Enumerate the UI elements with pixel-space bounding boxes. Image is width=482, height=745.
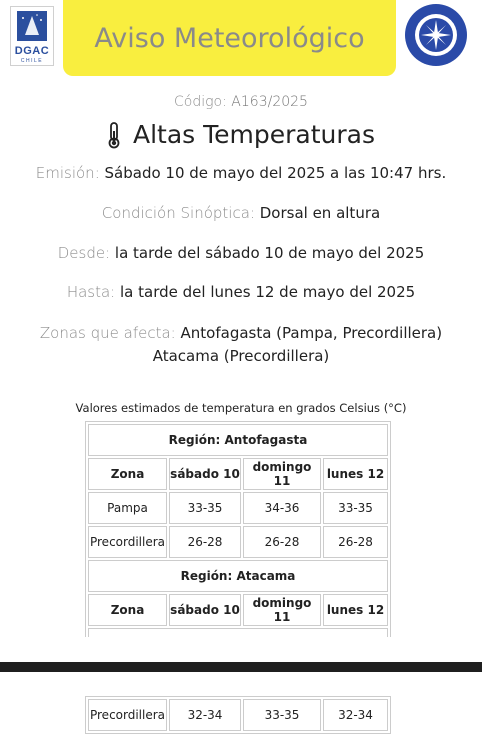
col-header-day2: domingo 11 — [243, 458, 321, 490]
dgac-logo — [10, 6, 54, 66]
from-line — [0, 244, 482, 262]
table-row — [88, 492, 388, 524]
from-value: la tarde del sábado 10 de mayo del 2025 — [114, 244, 425, 262]
temp-cell: 32-34 — [169, 699, 241, 731]
temp-cell: 32-34 — [323, 699, 388, 731]
emission-label: Emisión: — [35, 164, 100, 182]
col-header-zona: Zona — [88, 594, 167, 626]
col-header-day2: domingo 11 — [243, 594, 321, 626]
code-label: Código: — [174, 94, 227, 110]
until-line — [0, 283, 482, 301]
temperature-table — [85, 421, 391, 637]
title-banner — [63, 0, 396, 76]
table-spacer — [88, 628, 388, 637]
dgac-logo-sub: CHILE — [20, 58, 44, 64]
col-header-day3: lunes 12 — [323, 594, 388, 626]
temperature-table-viewport — [85, 421, 391, 637]
dgac-logo-text: DGAC — [14, 45, 50, 57]
temperature-table-continued — [85, 696, 391, 734]
zone-cell: Precordillera — [88, 526, 167, 558]
notice-code — [0, 94, 482, 110]
until-label: Hasta: — [66, 283, 116, 301]
zones-label: Zonas que afecta: — [39, 324, 176, 342]
page-divider — [0, 662, 482, 672]
from-label: Desde: — [57, 244, 111, 262]
table-caption: Valores estimados de temperatura en grados Celsius (°C) — [75, 401, 407, 415]
zones-line — [0, 322, 482, 368]
temp-cell: 34-36 — [243, 492, 321, 524]
synoptic-value: Dorsal en altura — [259, 204, 381, 222]
region-title-antofagasta: Región: Antofagasta — [88, 424, 388, 456]
notice-title — [0, 120, 482, 149]
zone-cell: Precordillera — [88, 699, 167, 731]
banner-title: Aviso Meteorológico — [94, 22, 365, 54]
table-row — [88, 699, 388, 731]
col-header-day1: sábado 10 — [169, 594, 241, 626]
header — [0, 0, 482, 80]
zones-value-1: Antofagasta (Pampa, Precordillera) — [180, 324, 443, 342]
temp-cell: 26-28 — [243, 526, 321, 558]
until-value: la tarde del lunes 12 de mayo del 2025 — [120, 283, 416, 301]
emission-value: Sábado 10 de mayo del 2025 a las 10:47 hrs. — [104, 164, 447, 182]
title-text: Altas Temperaturas — [132, 120, 376, 149]
synoptic-label: Condición Sinóptica: — [101, 204, 255, 222]
temp-cell: 26-28 — [169, 526, 241, 558]
meteochile-logo — [404, 3, 468, 67]
table-row — [88, 526, 388, 558]
col-header-day1: sábado 10 — [169, 458, 241, 490]
region-title-atacama: Región: Atacama — [88, 560, 388, 592]
col-header-zona: Zona — [88, 458, 167, 490]
col-header-day3: lunes 12 — [323, 458, 388, 490]
temp-cell: 33-35 — [243, 699, 321, 731]
temp-cell: 33-35 — [169, 492, 241, 524]
synoptic-line — [0, 204, 482, 222]
zones-value-2: Atacama (Precordillera) — [152, 347, 330, 365]
temp-cell: 26-28 — [323, 526, 388, 558]
emission-line — [0, 164, 482, 182]
temp-cell: 33-35 — [323, 492, 388, 524]
zone-cell: Pampa — [88, 492, 167, 524]
thermometer-icon — [107, 121, 121, 149]
code-value: A163/2025 — [231, 94, 308, 110]
dgac-emblem-icon — [17, 11, 47, 41]
